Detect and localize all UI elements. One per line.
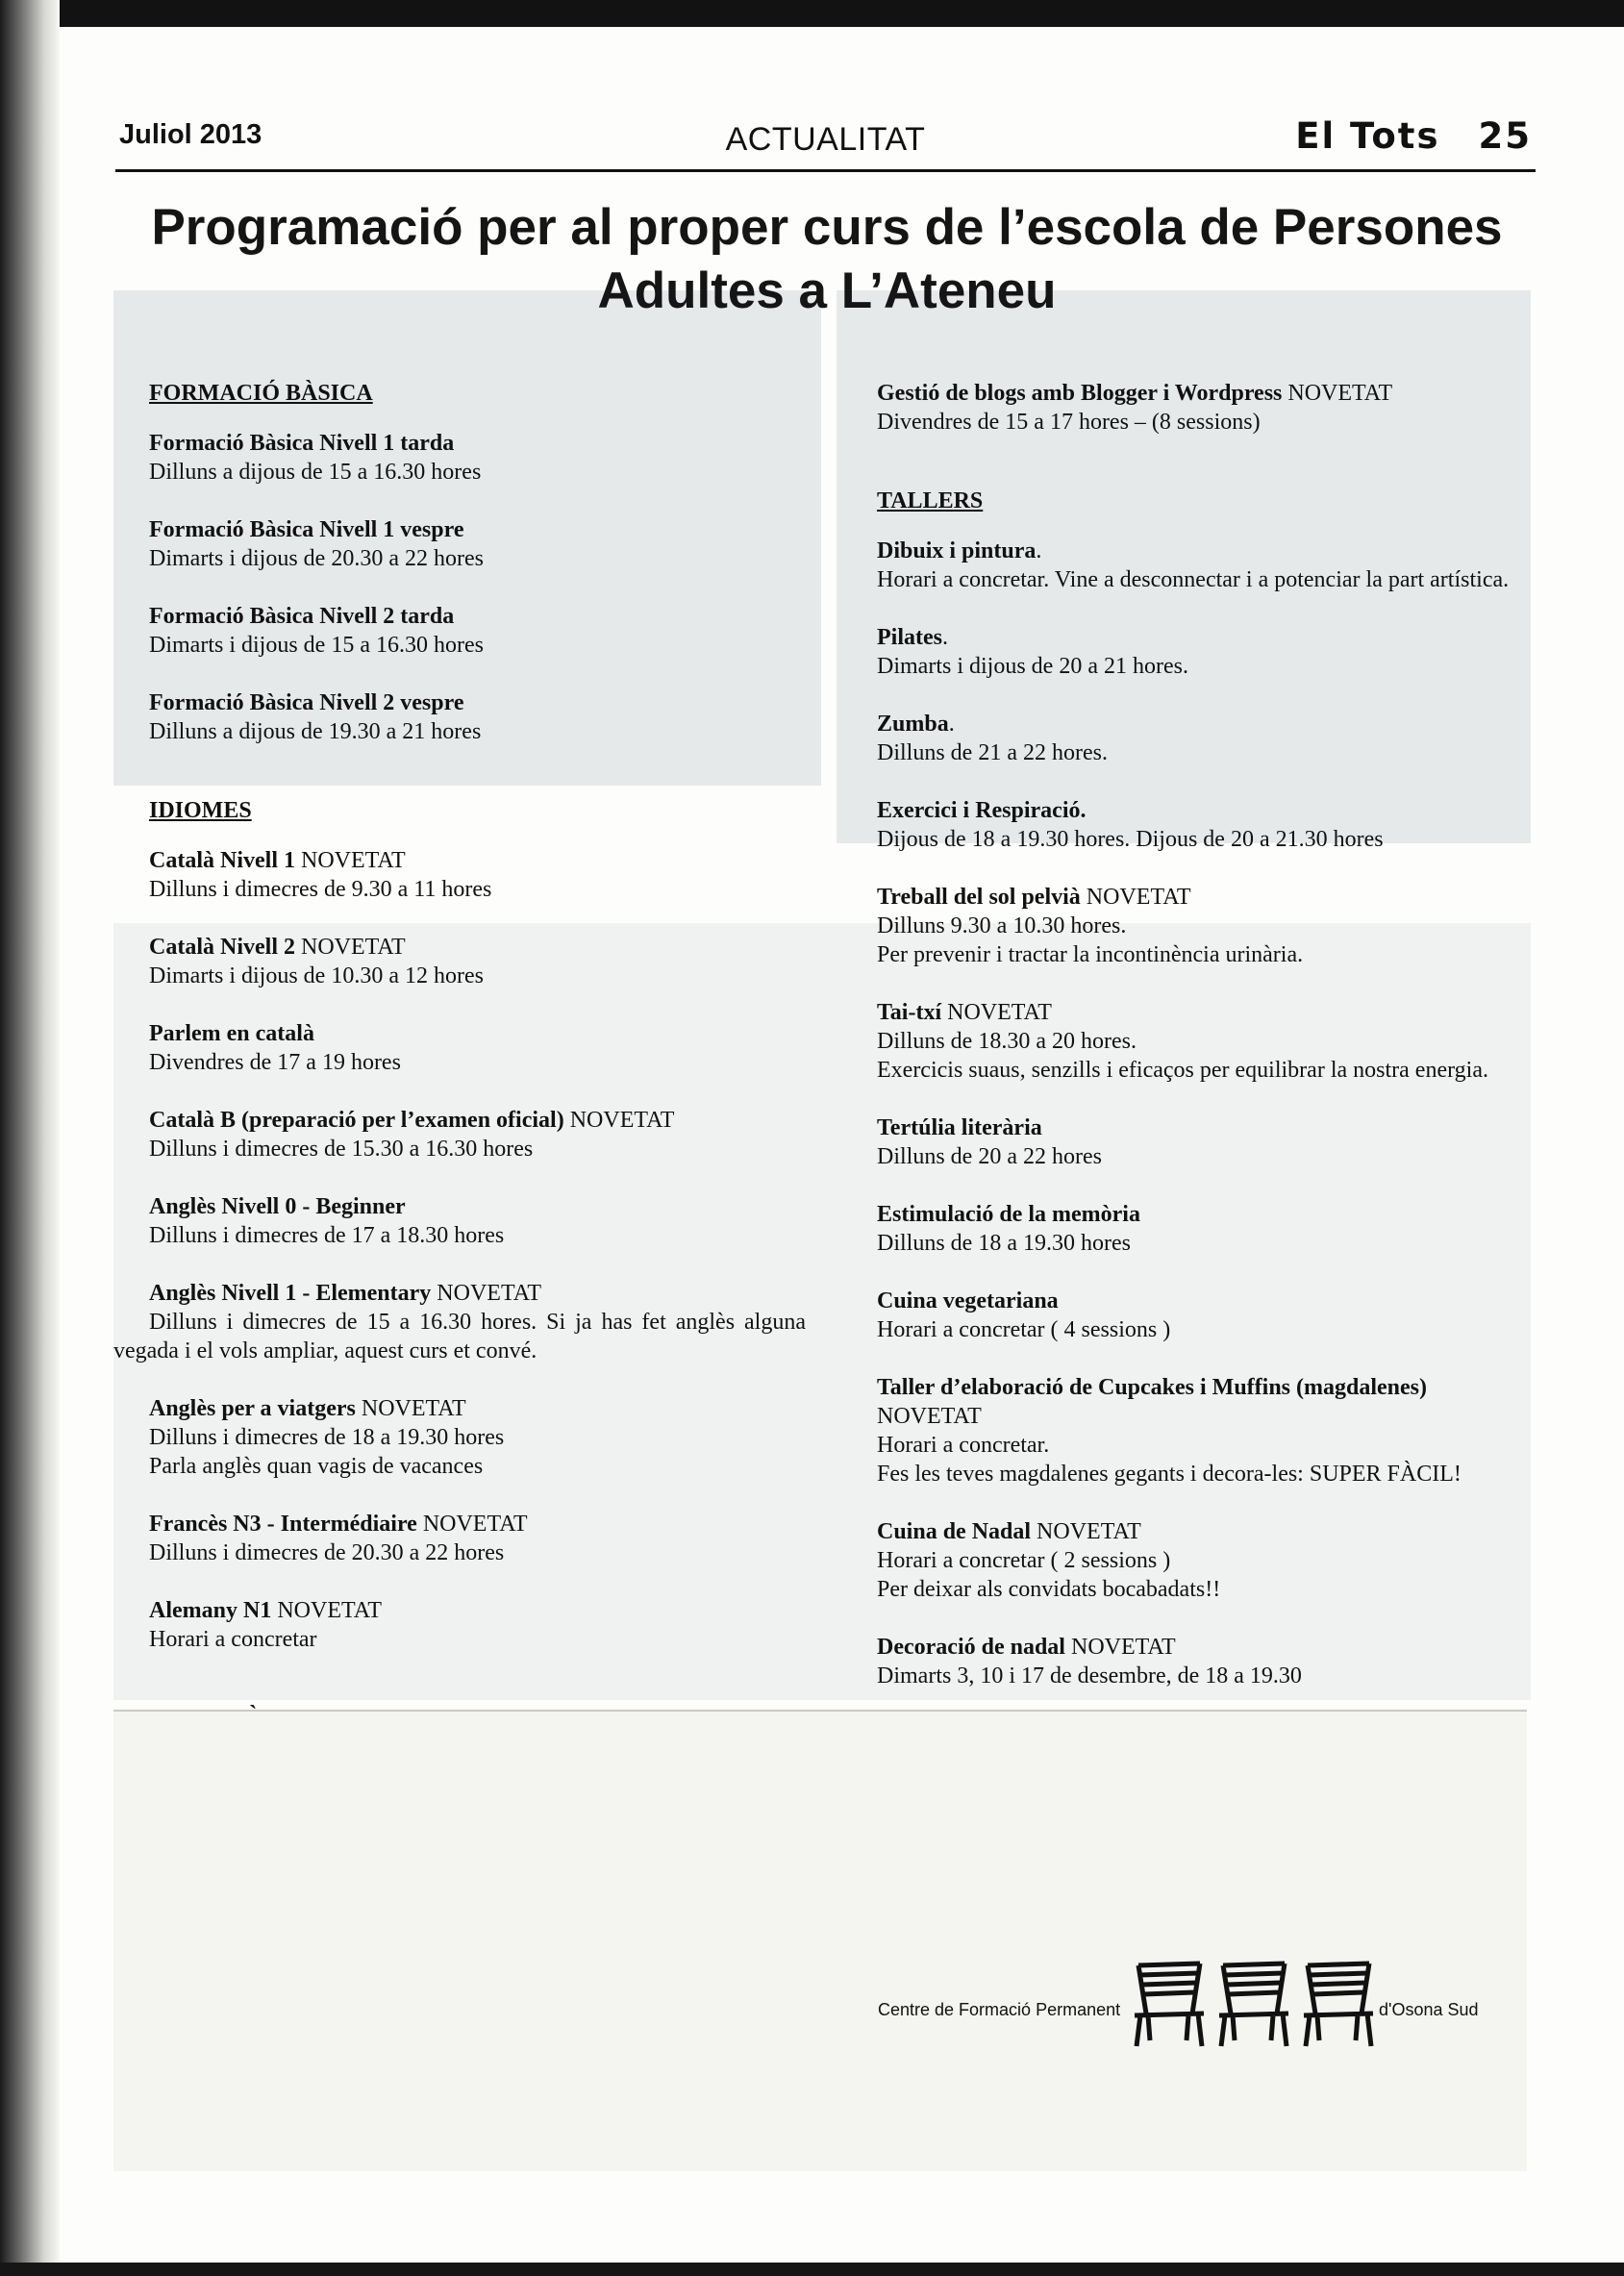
- course-heading: [113, 1019, 806, 1048]
- course-detail: Dilluns de 20 a 22 hores: [877, 1144, 1102, 1169]
- course-description: Horari a concretar. Vine a desconnectar i a potenciar la part artística.: [877, 567, 1510, 592]
- course-item: [841, 1373, 1529, 1488]
- course-heading: [841, 623, 1529, 652]
- course-detail: Divendres de 17 a 19 hores: [149, 1050, 401, 1075]
- course-heading: [113, 429, 806, 458]
- course-heading: [841, 710, 1529, 738]
- magazine-name: El Tots: [1295, 115, 1440, 157]
- course-item: [113, 1192, 806, 1250]
- course-item: [113, 688, 806, 746]
- novetat-tag: NOVETAT: [300, 935, 406, 960]
- novetat-tag: NOVETAT: [569, 1108, 675, 1133]
- page-spine-shadow: [0, 0, 60, 2276]
- course-name: Formació Bàsica Nivell 1 tarda: [149, 431, 455, 456]
- course-detail: Horari a concretar.: [877, 1433, 1050, 1458]
- page-number: 25: [1478, 115, 1532, 157]
- novetat-tag: NOVETAT: [1287, 381, 1393, 406]
- course-detail: Dilluns i dimecres de 9.30 a 11 hores: [149, 877, 492, 902]
- novetat-tag: NOVETAT: [877, 1404, 982, 1429]
- scan-bottom-edge: [0, 2263, 1624, 2276]
- course-item: [841, 1113, 1529, 1171]
- course-detail: Dilluns 9.30 a 10.30 hores.: [877, 913, 1127, 938]
- course-item: [113, 602, 806, 660]
- course-detail: Dimarts i dijous de 15 a 16.30 hores: [149, 633, 484, 658]
- section-heading: IDIOMES: [149, 798, 252, 823]
- novetat-tag: NOVETAT: [947, 1000, 1052, 1025]
- novetat-tag: NOVETAT: [300, 848, 406, 873]
- course-item: [113, 1019, 806, 1077]
- course-name: Gestió de blogs amb Blogger i Wordpress: [877, 381, 1283, 406]
- course-heading: [841, 1517, 1529, 1546]
- course-name: Decoració de nadal: [877, 1635, 1065, 1660]
- header-date: Juliol 2013: [119, 119, 262, 150]
- course-description: Fes les teves magdalenes gegants i decora-les: SUPER FÀCIL!: [877, 1462, 1462, 1487]
- course-detail: Per deixar als convidats bocabadats!!: [877, 1577, 1221, 1602]
- course-detail: Dilluns a dijous de 19.30 a 21 hores: [149, 719, 482, 744]
- course-heading: [113, 1394, 806, 1423]
- section-heading: TALLERS: [877, 488, 984, 513]
- course-heading: [841, 998, 1529, 1027]
- course-heading: [113, 1106, 806, 1135]
- advertisement-area: [113, 1710, 1527, 2171]
- scan-top-edge: [0, 0, 1624, 27]
- course-heading: [113, 515, 806, 544]
- course-name-suffix: .: [1036, 538, 1042, 563]
- course-item: [841, 1633, 1529, 1690]
- chair-icon: [1219, 1963, 1288, 2046]
- course-name: Cuina de Nadal: [877, 1519, 1032, 1544]
- course-name: Taller d’elaboració de Cupcakes i Muffins (magdalenes): [877, 1375, 1428, 1400]
- course-heading: [841, 1287, 1529, 1315]
- novetat-tag: NOVETAT: [1037, 1519, 1141, 1544]
- ad-left-text: Centre de Formació Permanent: [878, 2000, 1121, 2019]
- novetat-tag: NOVETAT: [277, 1598, 383, 1623]
- novetat-tag: NOVETAT: [1086, 885, 1191, 910]
- course-heading: [841, 1373, 1529, 1431]
- course-detail: Dilluns de 18.30 a 20 hores.: [877, 1029, 1137, 1054]
- course-name: Pilates: [877, 625, 942, 650]
- chairs-logo: [1131, 1956, 1375, 2048]
- chair-icon: [1304, 1963, 1373, 2046]
- course-name: Cuina vegetariana: [877, 1288, 1059, 1313]
- course-item: [113, 1394, 806, 1481]
- course-name: Tai-txí: [877, 1000, 942, 1025]
- course-item: [841, 1517, 1529, 1604]
- course-detail: Dilluns i dimecres de 17 a 18.30 hores: [149, 1223, 505, 1248]
- chair-icon: [1135, 1963, 1204, 2046]
- course-name-suffix: .: [948, 712, 955, 737]
- ad-right-text: d'Osona Sud: [1379, 2000, 1479, 2019]
- page-title: Programació per al proper curs de l’escola de Persones Adultes a L’Ateneu: [151, 199, 1503, 319]
- course-name: Formació Bàsica Nivell 2 tarda: [149, 604, 455, 629]
- course-detail: Dijous de 18 a 19.30 hores. Dijous de 20 a 21.30 hores: [877, 827, 1384, 852]
- course-name: Formació Bàsica Nivell 1 vespre: [149, 517, 464, 542]
- course-item: [841, 998, 1529, 1085]
- course-name: Estimulació de la memòria: [877, 1202, 1140, 1227]
- course-heading: [841, 1633, 1529, 1662]
- novetat-tag: NOVETAT: [361, 1396, 466, 1421]
- course-item: [841, 537, 1529, 594]
- course-heading: [841, 1200, 1529, 1229]
- course-item: [113, 933, 806, 990]
- course-item: [113, 1596, 806, 1654]
- course-name: Català Nivell 2: [149, 935, 295, 960]
- course-description: Exercicis suaus, senzills i eficaços per equilibrar la nostra energia.: [877, 1058, 1488, 1083]
- course-detail: Dimarts 3, 10 i 17 de desembre, de 18 a 19.30: [877, 1663, 1302, 1688]
- course-item: [113, 1510, 806, 1567]
- course-heading: [113, 1510, 806, 1538]
- course-detail: Horari a concretar: [149, 1627, 317, 1652]
- course-name: Català Nivell 1: [149, 848, 295, 873]
- course-name: Treball del sol pelvià: [877, 885, 1081, 910]
- course-name: Anglès Nivell 1 - Elementary: [149, 1281, 432, 1306]
- course-detail: Dilluns i dimecres de 18 a 19.30 hores: [149, 1425, 505, 1450]
- course-name: Zumba: [877, 712, 949, 737]
- course-heading: [841, 796, 1529, 825]
- course-description: Dilluns i dimecres de 15 a 16.30 hores. Si ja has fet anglès alguna vegada i el vols ampliar, aquest curs et convé.: [113, 1310, 806, 1363]
- course-heading: [841, 1113, 1529, 1142]
- course-heading: [113, 933, 806, 962]
- course-item: [841, 623, 1529, 681]
- course-item: [841, 379, 1529, 437]
- course-name: Tertúlia literària: [877, 1115, 1042, 1140]
- course-item: [841, 883, 1529, 969]
- course-detail: Dilluns de 21 a 22 hores.: [877, 740, 1108, 765]
- course-detail: Horari a concretar ( 4 sessions ): [877, 1317, 1171, 1342]
- course-item: [841, 1200, 1529, 1258]
- header-magazine: [1295, 115, 1532, 157]
- course-heading: [113, 688, 806, 717]
- course-item: [113, 846, 806, 904]
- course-item: [841, 710, 1529, 767]
- course-name: Parlem en català: [149, 1021, 314, 1046]
- course-item: [841, 796, 1529, 854]
- course-detail: Dimarts i dijous de 20 a 21 hores.: [877, 654, 1188, 679]
- course-heading: [841, 883, 1529, 912]
- course-item: [113, 515, 806, 573]
- course-name: Formació Bàsica Nivell 2 vespre: [149, 690, 464, 715]
- course-name: Anglès Nivell 0 - Beginner: [149, 1194, 406, 1219]
- page-header: [115, 112, 1536, 172]
- novetat-tag: NOVETAT: [437, 1281, 542, 1306]
- header-section: ACTUALITAT: [725, 121, 926, 158]
- novetat-tag: NOVETAT: [422, 1512, 528, 1537]
- course-heading: [841, 537, 1529, 565]
- course-heading: [113, 846, 806, 875]
- course-detail: Horari a concretar ( 2 sessions ): [877, 1548, 1171, 1573]
- course-heading: [113, 1596, 806, 1625]
- section-heading: FORMACIÓ BÀSICA: [149, 381, 373, 406]
- course-detail: Parla anglès quan vagis de vacances: [149, 1454, 484, 1479]
- course-name: Català B (preparació per l’examen oficial): [149, 1108, 564, 1133]
- course-name: Anglès per a viatgers: [149, 1396, 356, 1421]
- novetat-tag: NOVETAT: [1070, 1635, 1176, 1660]
- course-heading: [113, 1192, 806, 1221]
- course-detail: Per prevenir i tractar la incontinència urinària.: [877, 942, 1304, 967]
- course-name: Dibuix i pintura: [877, 538, 1037, 563]
- course-name: Francès N3 - Intermédiaire: [149, 1512, 417, 1537]
- course-name: Alemany N1: [149, 1598, 272, 1623]
- course-item: [113, 429, 806, 487]
- course-item: [113, 1279, 806, 1365]
- course-name: Exercici i Respiració.: [877, 798, 1087, 823]
- course-detail: Dilluns de 18 a 19.30 hores: [877, 1231, 1131, 1256]
- course-detail: Dilluns i dimecres de 20.30 a 22 hores: [149, 1540, 505, 1565]
- course-detail: Dilluns a dijous de 15 a 16.30 hores: [149, 460, 482, 485]
- course-name-suffix: .: [941, 625, 948, 650]
- course-heading: [113, 602, 806, 631]
- course-item: [841, 1287, 1529, 1344]
- course-detail: Dimarts i dijous de 20.30 a 22 hores: [149, 546, 484, 571]
- course-detail: Divendres de 15 a 17 hores – (8 sessions): [877, 410, 1261, 435]
- course-detail: Dimarts i dijous de 10.30 a 12 hores: [149, 963, 484, 988]
- course-heading: [113, 1279, 806, 1308]
- course-heading: [841, 379, 1529, 408]
- course-item: [113, 1106, 806, 1163]
- course-detail: Dilluns i dimecres de 15.30 a 16.30 hores: [149, 1137, 534, 1162]
- right-column: [841, 379, 1529, 1690]
